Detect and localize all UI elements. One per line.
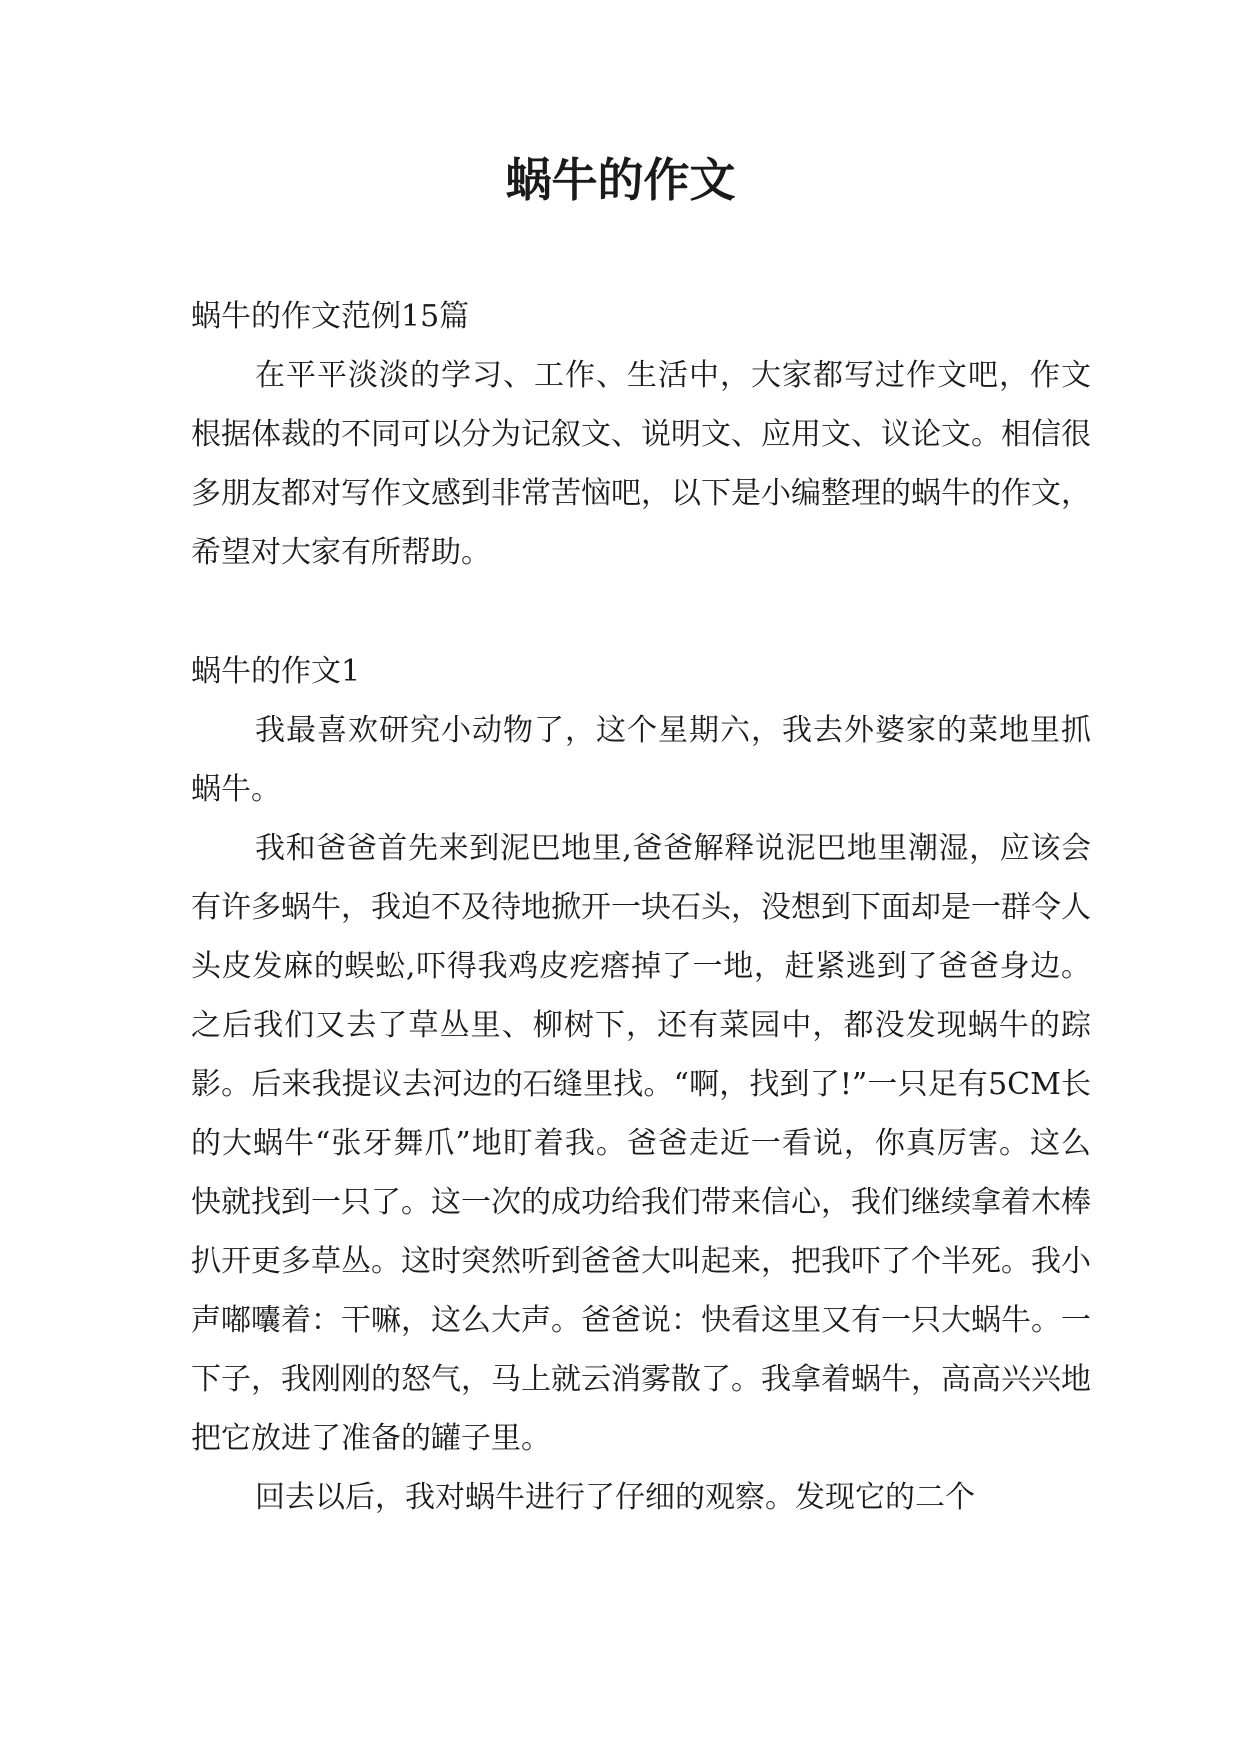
intro-heading: 蜗牛的作文范例15篇 (191, 299, 470, 334)
section1-paragraph-3: 回去以后，我对蜗牛进行了仔细的观察。发现它的二个 (255, 1480, 975, 1515)
intro-paragraph: 在平平淡淡的学习、工作、生活中，大家都写过作文吧，作文根据体裁的不同可以分为记叙文、说明文、应用文、议论文。相信很多朋友都对写作文感到非常苦恼吧，以下是小编整理的蜗牛的作文，希望对大家有所帮助。 (191, 358, 1091, 570)
section1-heading: 蜗牛的作文1 (191, 654, 361, 689)
section1-paragraph-2: 我和爸爸首先来到泥巴地里,爸爸解释说泥巴地里潮湿，应该会有许多蜗牛，我迫不及待地掀开一块石头，没想到下面却是一群令人头皮发麻的蜈蚣,吓得我鸡皮疙瘩掉了一地，赶紧逃到了爸爸身边。之后我们又去了草丛里、柳树下，还有菜园中，都没发现蜗牛的踪影。后来我提议去河边的石缝里找。“啊，找到了!”一只足有5CM长的大蜗牛“张牙舞爪”地盯着我。爸爸走近一看说，你真厉害。这么快就找到一只了。这一次的成功给我们带来信心，我们继续拿着木棒扒开更多草丛。这时突然听到爸爸大叫起来，把我吓了个半死。我小声嘟囔着：干嘛，这么大声。爸爸说：快看这里又有一只大蜗牛。一下子，我刚刚的怒气，马上就云消雾散了。我拿着蜗牛，高高兴兴地把它放进了准备的罐子里。 (191, 831, 1091, 1456)
section1-paragraph-1: 我最喜欢研究小动物了，这个星期六，我去外婆家的菜地里抓蜗牛。 (191, 713, 1091, 807)
document-title: 蜗牛的作文 (505, 153, 736, 207)
document-body (191, 287, 1091, 1527)
section-spacer (191, 582, 1091, 642)
